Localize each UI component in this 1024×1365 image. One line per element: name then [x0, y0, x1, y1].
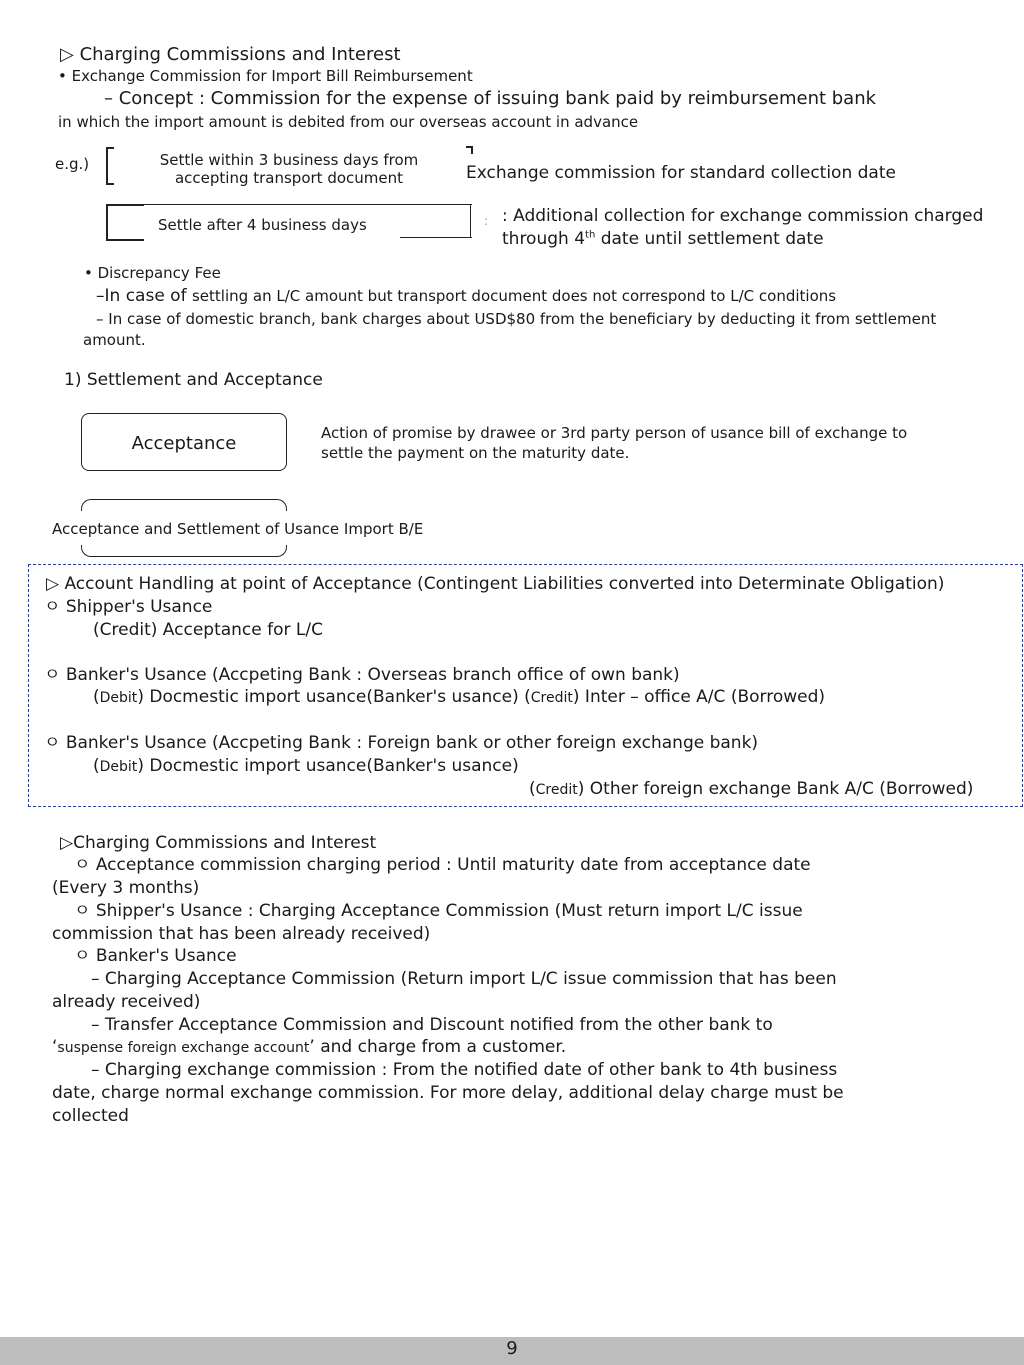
bracket-left [106, 147, 114, 185]
section3-line-5: ㅇ Banker's Usance [74, 946, 237, 966]
section3-line-7: already received) [52, 992, 201, 1012]
box2-result-line-2: through 4th date until settlement date [502, 229, 824, 249]
discrepancy-line-2: – In case of domestic branch, bank charges about USD$80 from the beneficiary by deducting it from settlement [96, 310, 937, 328]
section3-line-1: ㅇ Acceptance commission charging period : Until maturity date from acceptance date [74, 855, 811, 875]
bracket-tick [466, 146, 473, 154]
section3-line-11: date, charge normal exchange commission. For more delay, additional delay charge must be [52, 1083, 844, 1103]
section3-line-2: (Every 3 months) [52, 878, 200, 898]
usance-title: Acceptance and Settlement of Usance Import B/E [52, 520, 424, 538]
section-heading-charging: ▷ Charging Commissions and Interest [60, 44, 401, 65]
box1-result: Exchange commission for standard collection date [466, 163, 896, 183]
box2-left-bracket [106, 204, 144, 241]
section3-line-12: collected [52, 1106, 129, 1126]
account-handling-heading: ▷ Account Handling at point of Acceptance (Contingent Liabilities converted into Determinate Obligation) [46, 574, 945, 594]
box1-text: Settle within 3 business days from accepting transport document [159, 151, 419, 187]
concept-line-1: – Concept : Commission for the expense of issuing bank paid by reimbursement bank [104, 88, 877, 109]
box2-result-line-1: : Additional collection for exchange commission charged [502, 206, 984, 226]
discrepancy-line-3: amount. [83, 331, 146, 349]
bankers-usance-foreign-bank: ㅇ Banker's Usance (Accpeting Bank : Foreign bank or other foreign exchange bank) [44, 733, 759, 753]
bullet-discrepancy-fee: • Discrepancy Fee [84, 264, 221, 282]
section3-line-9: ‘suspense foreign exchange account’ and charge from a customer. [52, 1037, 567, 1057]
shippers-usance-item: ㅇ Shipper's Usance [44, 597, 213, 617]
eg-label: e.g.) [55, 155, 90, 173]
page-number: 9 [506, 1338, 518, 1359]
bankers-usance-foreign-debit: (Debit) Docmestic import usance(Banker's usance) [93, 756, 519, 776]
section3-line-8: – Transfer Acceptance Commission and Discount notified from the other bank to [91, 1015, 773, 1035]
box2-bottom-line [400, 237, 472, 238]
shippers-usance-credit: (Credit) Acceptance for L/C [93, 620, 323, 640]
usance-box-top [81, 499, 287, 511]
bankers-usance-foreign-credit: (Credit) Other foreign exchange Bank A/C (Borrowed) [529, 779, 974, 799]
box2-text: Settle after 4 business days [158, 216, 367, 234]
bankers-usance-own-branch-entry: (Debit) Docmestic import usance(Banker's usance) (Credit) Inter – office A/C (Borrowed) [93, 687, 826, 707]
section-heading-settlement: 1) Settlement and Acceptance [64, 370, 323, 390]
discrepancy-line-1: –In case of settling an L/C amount but transport document does not correspond to L/C conditions [96, 286, 837, 306]
section3-heading: ▷Charging Commissions and Interest [60, 833, 377, 853]
section3-line-10: – Charging exchange commission : From the notified date of other bank to 4th business [91, 1060, 838, 1080]
section3-line-4: commission that has been already received) [52, 924, 431, 944]
acceptance-desc-line-2: settle the payment on the maturity date. [321, 444, 630, 462]
section3-line-6: – Charging Acceptance Commission (Return import L/C issue commission that has been [91, 969, 837, 989]
colon-mark: : [484, 214, 489, 228]
section3-line-3: ㅇ Shipper's Usance : Charging Acceptance Commission (Must return import L/C issue [74, 901, 803, 921]
acceptance-label: Acceptance [131, 433, 237, 454]
concept-line-2: in which the import amount is debited from our overseas account in advance [58, 113, 639, 131]
box2-right-line [470, 204, 471, 238]
bankers-usance-own-branch: ㅇ Banker's Usance (Accpeting Bank : Overseas branch office of own bank) [44, 665, 680, 685]
usance-box-bottom [81, 545, 287, 557]
box2-top-line [106, 204, 472, 205]
acceptance-desc-line-1: Action of promise by drawee or 3rd party person of usance bill of exchange to [321, 424, 908, 442]
bullet-exchange-commission: • Exchange Commission for Import Bill Reimbursement [58, 67, 473, 85]
